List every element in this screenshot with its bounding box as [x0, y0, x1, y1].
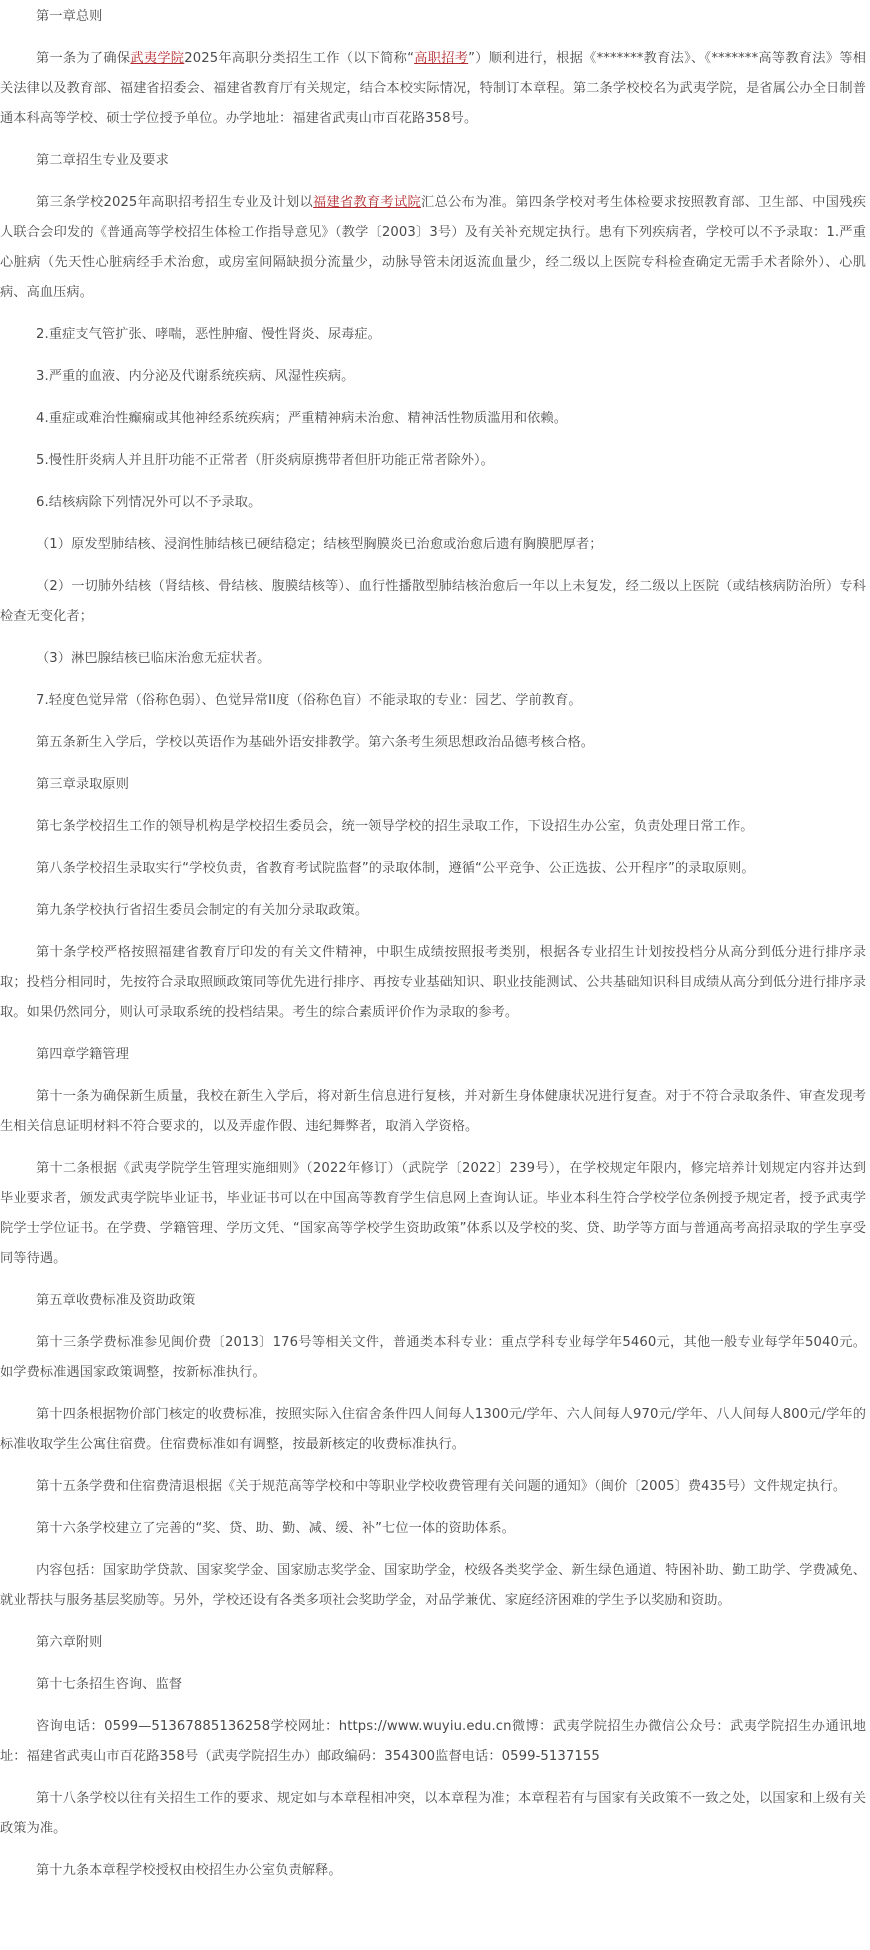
article-8-paragraph: 第八条学校招生录取实行“学校负责，省教育考试院监督”的录取体制，遵循“公平竞争、公正选拔、公开程序”的录取原则。 [36, 861, 755, 876]
article-16-detail: 内容包括：国家助学贷款、国家奖学金、国家励志奖学金、国家助学金，校级各类奖学金、新生绿色通道、特困补助、勤工助学、学费减免、就业帮扶与服务基层奖励等。另外，学校还设有各类多项社会奖助学金，对品学兼优、家庭经济困难的学生予以奖励和资助。 [0, 1563, 866, 1608]
article-3-paragraph [0, 188, 866, 308]
text-span: 第三条学校2025年高职招考招生专业及计划以 [36, 195, 314, 210]
disease-item-6-2: （2）一切肺外结核（肾结核、骨结核、腹膜结核等）、血行性播散型肺结核治愈后一年以上未复发，经二级以上医院（或结核病防治所）专科检查无变化者； [0, 579, 866, 624]
article-12-paragraph: 第十二条根据《武夷学院学生管理实施细则》（2022年修订）（武院学〔2022〕239号），在学校规定年限内，修完培养计划规定内容并达到毕业要求者，颁发武夷学院毕业证书，毕业证书可以在中国高等教育学生信息网上查询认证。毕业本科生符合学校学位条例授予规定者，授予武夷学院学士学位证书。在学费、学籍管理、学历文凭、“国家高等学校学生资助政策”体系以及学校的奖、贷、助学等方面与普通高考高招录取的学生享受同等待遇。 [0, 1161, 866, 1266]
chapter-1-heading: 第一章总则 [36, 9, 103, 24]
article-1-paragraph [0, 44, 866, 134]
article-11-paragraph: 第十一条为确保新生质量，我校在新生入学后，将对新生信息进行复核，并对新生身体健康状况进行复查。对于不符合录取条件、审查发现考生相关信息证明材料不符合要求的，以及弄虚作假、违纪舞弊者，取消入学资格。 [0, 1089, 866, 1134]
disease-item-7: 7.轻度色觉异常（俗称色弱）、色觉异常II度（俗称色盲）不能录取的专业：园艺、学前教育。 [36, 693, 582, 708]
chapter-3-heading: 第三章录取原则 [36, 777, 130, 792]
article-5-paragraph: 第五条新生入学后，学校以英语作为基础外语安排教学。第六条考生须思想政治品德考核合格。 [36, 735, 595, 750]
article-7-paragraph: 第七条学校招生工作的领导机构是学校招生委员会，统一领导学校的招生录取工作，下设招生办公室，负责处理日常工作。 [36, 819, 754, 834]
article-body [0, 2, 870, 1886]
article-16-paragraph: 第十六条学校建立了完善的“奖、贷、助、勤、减、缓、补”七位一体的资助体系。 [36, 1521, 515, 1536]
disease-item-6-1: （1）原发型肺结核、浸润性肺结核已硬结稳定；结核型胸膜炎已治愈或治愈后遗有胸膜肥厚者； [36, 537, 603, 552]
article-13-paragraph: 第十三条学费标准参见闽价费〔2013〕176号等相关文件，普通类本科专业：重点学科专业每学年5460元，其他一般专业每学年5040元。如学费标准遇国家政策调整，按新标准执行。 [0, 1335, 866, 1380]
article-19-paragraph: 第十九条本章程学校授权由校招生办公室负责解释。 [36, 1863, 342, 1878]
chapter-2-heading: 第二章招生专业及要求 [36, 153, 169, 168]
text-span: 汇总公布为准。第四条学校对考生体检要求按照教育部、卫生部、中国残疾人联合会印发的《普通高等学校招生体检工作指导意见》（教学〔2003〕3号）及有关补充规定执行。患有下列疾病者，学校可以不予录取：1.严重心脏病（先天性心脏病经手术治愈，或房室间隔缺损分流量少，动脉导管未闭返流血量少，经二级以上医院专科检查确定无需手术者除外）、心肌病、高血压病。 [0, 195, 866, 300]
chapter-6-heading: 第六章附则 [36, 1635, 103, 1650]
disease-item-6: 6.结核病除下列情况外可以不予录取。 [36, 495, 262, 510]
article-10-paragraph: 第十条学校严格按照福建省教育厅印发的有关文件精神，中职生成绩按照报考类别，根据各专业招生计划按投档分从高分到低分进行排序录取；投档分相同时，先按符合录取照顾政策同等优先进行排序、再按专业基础知识、职业技能测试、公共基础知识科目成绩从高分到低分进行排序录取。如果仍然同分，则认可录取系统的投档结果。考生的综合素质评价作为录取的参考。 [0, 945, 866, 1020]
disease-item-6-3: （3）淋巴腺结核已临床治愈无症状者。 [36, 651, 271, 666]
article-18-paragraph: 第十八条学校以往有关招生工作的要求、规定如与本章程相冲突，以本章程为准；本章程若有与国家有关政策不一致之处，以国家和上级有关政策为准。 [0, 1791, 866, 1836]
keyword-link-wuyi-university[interactable]: 武夷学院 [130, 51, 185, 66]
disease-item-2: 2.重症支气管扩张、哮喘，恶性肿瘤、慢性肾炎、尿毒症。 [36, 327, 381, 342]
chapter-4-heading: 第四章学籍管理 [36, 1047, 130, 1062]
chapter-5-heading: 第五章收费标准及资助政策 [36, 1293, 196, 1308]
text-span: 第一条为了确保 [36, 51, 131, 66]
article-9-paragraph: 第九条学校执行省招生委员会制定的有关加分录取政策。 [36, 903, 369, 918]
keyword-link-exam-authority[interactable]: 福建省教育考试院 [313, 195, 421, 210]
text-span: ”）顺利进行，根据《*******教育法》、《*******高等教育法》等相关法律以及教育部、福建省招委会、福建省教育厅有关规定，结合本校实际情况，特制订本章程。第二条学校校名为武夷学院，是省属公办全日制普通本科高等学校、硕士学位授予单位。办学地址：福建省武夷山市百花路358号。 [0, 51, 866, 126]
article-14-paragraph: 第十四条根据物价部门核定的收费标准，按照实际入住宿舍条件四人间每人1300元/学年、六人间每人970元/学年、八人间每人800元/学年的标准收取学生公寓住宿费。住宿费标准如有调整，按最新核定的收费标准执行。 [0, 1407, 866, 1452]
keyword-link-vocational-exam[interactable]: 高职招考 [414, 51, 469, 66]
text-span: 2025年高职分类招生工作（以下简称“ [184, 51, 415, 66]
article-17-paragraph: 第十七条招生咨询、监督 [36, 1677, 183, 1692]
disease-item-4: 4.重症或难治性癫痫或其他神经系统疾病；严重精神病未治愈、精神活性物质滥用和依赖。 [36, 411, 567, 426]
article-15-paragraph: 第十五条学费和住宿费清退根据《关于规范高等学校和中等职业学校收费管理有关问题的通知》（闽价〔2005〕费435号）文件规定执行。 [36, 1479, 847, 1494]
contact-info: 咨询电话：0599—51367885136258学校网址：https://www.wuyiu.edu.cn微博：武夷学院招生办微信公众号：武夷学院招生办通讯地址：福建省武夷山市百花路358号（武夷学院招生办）邮政编码：354300监督电话：0599-5137155 [0, 1719, 866, 1764]
disease-item-5: 5.慢性肝炎病人并且肝功能不正常者（肝炎病原携带者但肝功能正常者除外）。 [36, 453, 494, 468]
disease-item-3: 3.严重的血液、内分泌及代谢系统疾病、风湿性疾病。 [36, 369, 355, 384]
